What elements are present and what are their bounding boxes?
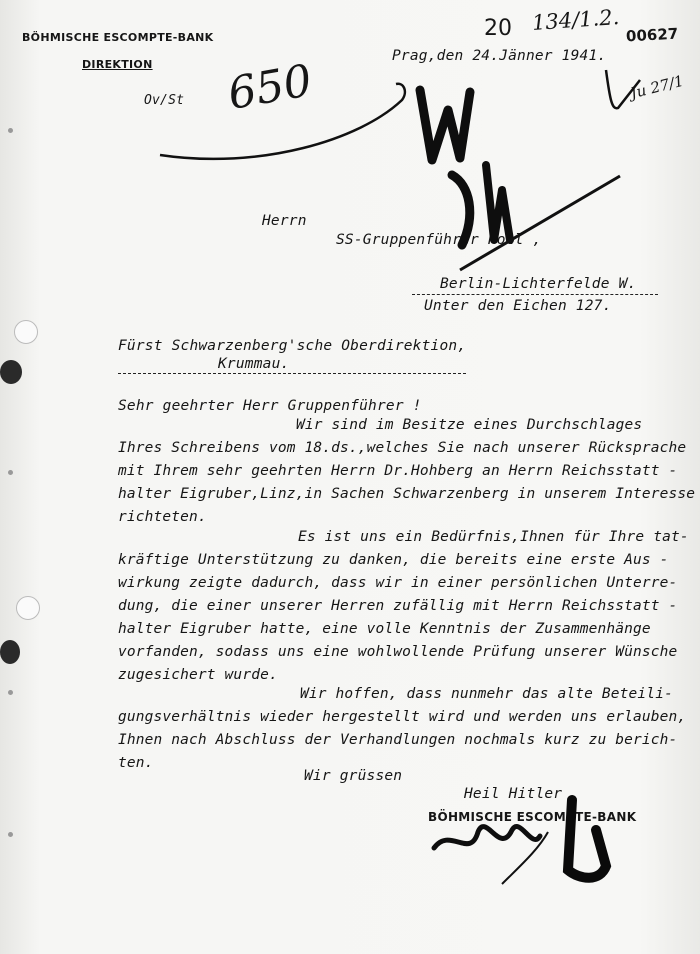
- body-line: gungsverhältnis wieder hergestellt wird und werden uns erlauben,: [118, 709, 687, 725]
- punch-hole: [0, 360, 22, 384]
- margin-dot: [8, 128, 13, 133]
- recipient-city: Berlin-Lichterfelde W.: [440, 276, 637, 292]
- body-line: Wir sind im Besitze eines Durchschlages: [296, 417, 643, 433]
- body-line: Ihres Schreibens vom 18.ds.,welches Sie nach unserer Rücksprache: [118, 440, 687, 456]
- date-line: Prag,den 24.Jänner 1941.: [392, 48, 607, 64]
- subject-dashed-underline: [118, 373, 466, 374]
- subject-line-2: Krummau.: [218, 356, 290, 372]
- margin-dot: [8, 690, 13, 695]
- body-line: zugesichert wurde.: [118, 667, 278, 683]
- body-line: ten.: [118, 755, 154, 771]
- body-line: vorfanden, sodass uns eine wohlwollende Prüfung unserer Wünsche: [118, 644, 678, 660]
- handwritten-initial-note: Ju 27/1: [628, 71, 686, 103]
- archive-folder-number: 134/1.2.: [531, 4, 620, 36]
- handwritten-w-monogram: [420, 90, 470, 160]
- punch-hole-outline: [16, 596, 40, 620]
- closing-regards: Wir grüssen: [304, 768, 403, 784]
- subject-line-1: Fürst Schwarzenberg'sche Oberdirektion,: [118, 338, 467, 354]
- punch-hole-outline: [14, 320, 38, 344]
- body-line: halter Eigruber hatte, eine volle Kenntnis der Zusammenhänge: [118, 621, 651, 637]
- document-id: 00627: [625, 24, 679, 46]
- recipient-street: Unter den Eichen 127.: [424, 298, 612, 314]
- margin-dot: [8, 832, 13, 837]
- body-line: halter Eigruber,Linz,in Sachen Schwarzenberg in unserem Interesse: [118, 486, 696, 502]
- body-line: Es ist uns ein Bedürfnis,Ihnen für Ihre tat-: [298, 529, 689, 545]
- body-line: Wir hoffen, dass nunmehr das alte Beteili-: [300, 686, 673, 702]
- body-line: richteten.: [118, 509, 207, 525]
- recipient-name: SS-Gruppenführer Pohl ,: [336, 232, 542, 248]
- city-dashed-underline: [412, 294, 658, 295]
- recipient-salutation: Herrn: [262, 213, 307, 229]
- body-line: kräftige Unterstützung zu danken, die bereits eine erste Aus -: [118, 552, 669, 568]
- handwritten-number: 650: [224, 55, 316, 120]
- greeting: Sehr geehrter Herr Gruppenführer !: [118, 398, 422, 414]
- closing-signature-stroke: [434, 827, 540, 848]
- bank-letterhead: BÖHMISCHE ESCOMPTE-BANK: [22, 31, 214, 44]
- body-line: dung, die einer unserer Herren zufällig mit Herrn Reichsstatt -: [118, 598, 678, 614]
- archive-number: 20: [484, 16, 512, 41]
- department-label: DIREKTION: [82, 58, 153, 71]
- body-line: mit Ihrem sehr geehrten Herrn Dr.Hohberg an Herrn Reichsstatt -: [118, 463, 678, 479]
- body-line: Ihnen nach Abschluss der Verhandlungen nochmals kurz zu berich-: [118, 732, 678, 748]
- closing-heil: Heil Hitler: [464, 786, 563, 802]
- handwritten-diagonal-stroke: [460, 176, 620, 270]
- body-line: wirkung zeigte dadurch, dass wir in einer persönlichen Unterre-: [118, 575, 678, 591]
- punch-hole: [0, 640, 20, 664]
- margin-dot: [8, 470, 13, 475]
- reference-code: Ov/St: [144, 93, 185, 108]
- closing-signature-tail: [502, 832, 548, 884]
- closing-signatory-bank: BÖHMISCHE ESCOMPTE-BANK: [428, 810, 637, 824]
- handwritten-signature-stroke: [486, 165, 510, 240]
